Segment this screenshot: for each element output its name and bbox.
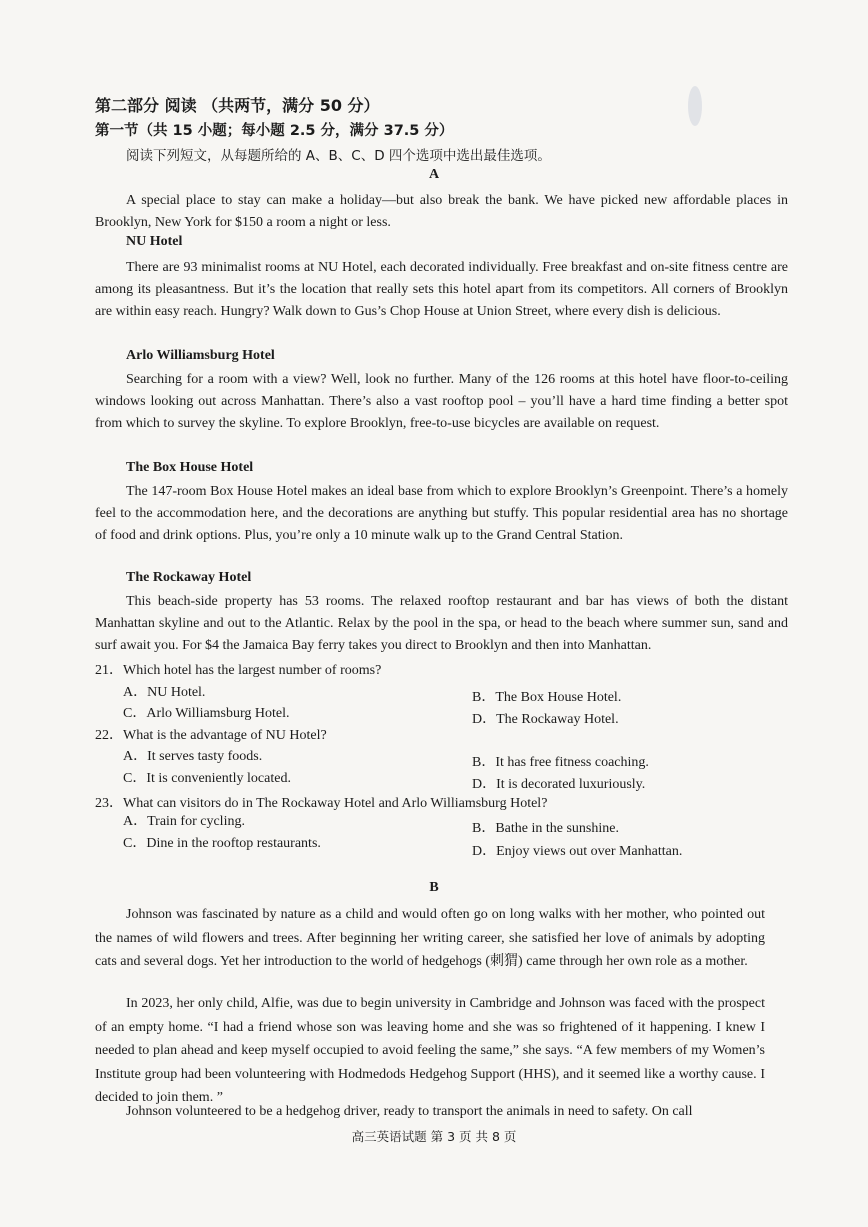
hotel-text-nu: There are 93 minimalist rooms at NU Hotel, each decorated individually. Free breakfast and on-site fitness centre are among its pleasantness. But it’s the location that really sets this hotel apart from its competitors. All corners of Brooklyn are within easy reach. Hungry? Walk down to Gus’s Chop House at Union Street, where every dish is delicious. [95,260,788,319]
hotel-text-box-house: The 147-room Box House Hotel makes an ideal base from which to explore Brooklyn’s Greenpoint. There’s a homely feel to the accommodation here, and the decorations are anything but stuffy. This popular residential area has no shortage of food and drink options. Plus, you’re only a 10 minute walk up to the Grand Central Station. [95,484,788,543]
hotel-name-nu: NU Hotel [126,234,183,249]
section-title: 第一节（共 15 小题；每小题 2.5 分，满分 37.5 分） [95,123,454,139]
passage-a-letter: A [428,167,440,182]
question-21-option-c: C．Arlo Williamsburg Hotel. [123,706,290,721]
hotel-text-rockaway: This beach-side property has 53 rooms. The relaxed rooftop restaurant and bar has views of both the distant Manhattan skyline and out to the Atlantic. Relax by the pool in the spa, or head to the beach where summer sun, sand and surf await you. For $4 the Jamaica Bay ferry takes you direct to Brooklyn and then into Manhattan. [95,594,788,653]
question-22-option-a: A．It serves tasty foods. [123,749,263,764]
hotel-name-arlo: Arlo Williamsburg Hotel [126,348,275,363]
passage-b-paragraph-2: In 2023, her only child, Alfie, was due to begin university in Cambridge and Johnson was faced with the prospect of an empty home. “I had a friend whose son was leaving home and she was so frightened of it happening. I knew I needed to plan ahead and keep myself occupied to avoid feeling the same,” she says. “A few members of my Women’s Institute group had been volunteering with Hodmedods Hedgehog Support (HHS), and it seemed like a worthy cause. I decided to join them. ” [95,996,765,1105]
question-22-option-b: B．It has free fitness coaching. [472,755,649,770]
question-23-stem: 23．What can visitors do in The Rockaway Hotel and Arlo Williamsburg Hotel? [95,796,548,811]
part-title: 第二部分 阅读 （共两节，满分 50 分） [95,96,380,115]
question-23-option-c: C．Dine in the rooftop restaurants. [123,836,321,851]
passage-a-intro: A special place to stay can make a holiday—but also break the bank. We have picked new affordable places in Brooklyn, New York for $150 a room a night or less. [95,193,788,230]
question-21-option-a: A．NU Hotel. [123,685,206,700]
hotel-name-box-house: The Box House Hotel [126,460,254,475]
question-23-option-b: B．Bathe in the sunshine. [472,821,619,836]
question-21-stem: 21．Which hotel has the largest number of rooms? [95,663,382,678]
question-22-option-d: D．It is decorated luxuriously. [472,777,646,792]
passage-b-paragraph-3: Johnson volunteered to be a hedgehog driver, ready to transport the animals in need to safety. On call [126,1104,693,1119]
question-22-stem: 22．What is the advantage of NU Hotel? [95,728,327,743]
scan-smudge [688,86,702,126]
instruction: 阅读下列短文，从每题所给的 A、B、C、D 四个选项中选出最佳选项。 [126,148,551,164]
hotel-text-arlo: Searching for a room with a view? Well, look no further. Many of the 126 rooms at this hotel have floor-to-ceiling windows looking out across Manhattan. There’s also a vast rooftop pool – you’ll have a hard time finding a better spot from which to survey the skyline. To explore Brooklyn, free-to-use bicycles are available on request. [95,372,788,431]
question-23-option-a: A．Train for cycling. [123,814,245,829]
question-22-option-c: C．It is conveniently located. [123,771,291,786]
hotel-name-rockaway: The Rockaway Hotel [126,570,252,585]
question-23-option-d: D．Enjoy views out over Manhattan. [472,844,683,859]
page-footer: 高三英语试题 第 3 页 共 8 页 [351,1129,517,1144]
passage-b-paragraph-1: Johnson was fascinated by nature as a child and would often go on long walks with her mother, who pointed out the names of wild flowers and trees. After beginning her writing career, she satisfied her love of animals by adopting cats and several dogs. Yet her introduction to the world of hedgehogs (刺猬) came through her own role as a mother. [95,907,765,969]
question-21-option-d: D．The Rockaway Hotel. [472,712,619,727]
passage-b-letter: B [429,880,439,895]
question-21-option-b: B．The Box House Hotel. [472,690,622,705]
